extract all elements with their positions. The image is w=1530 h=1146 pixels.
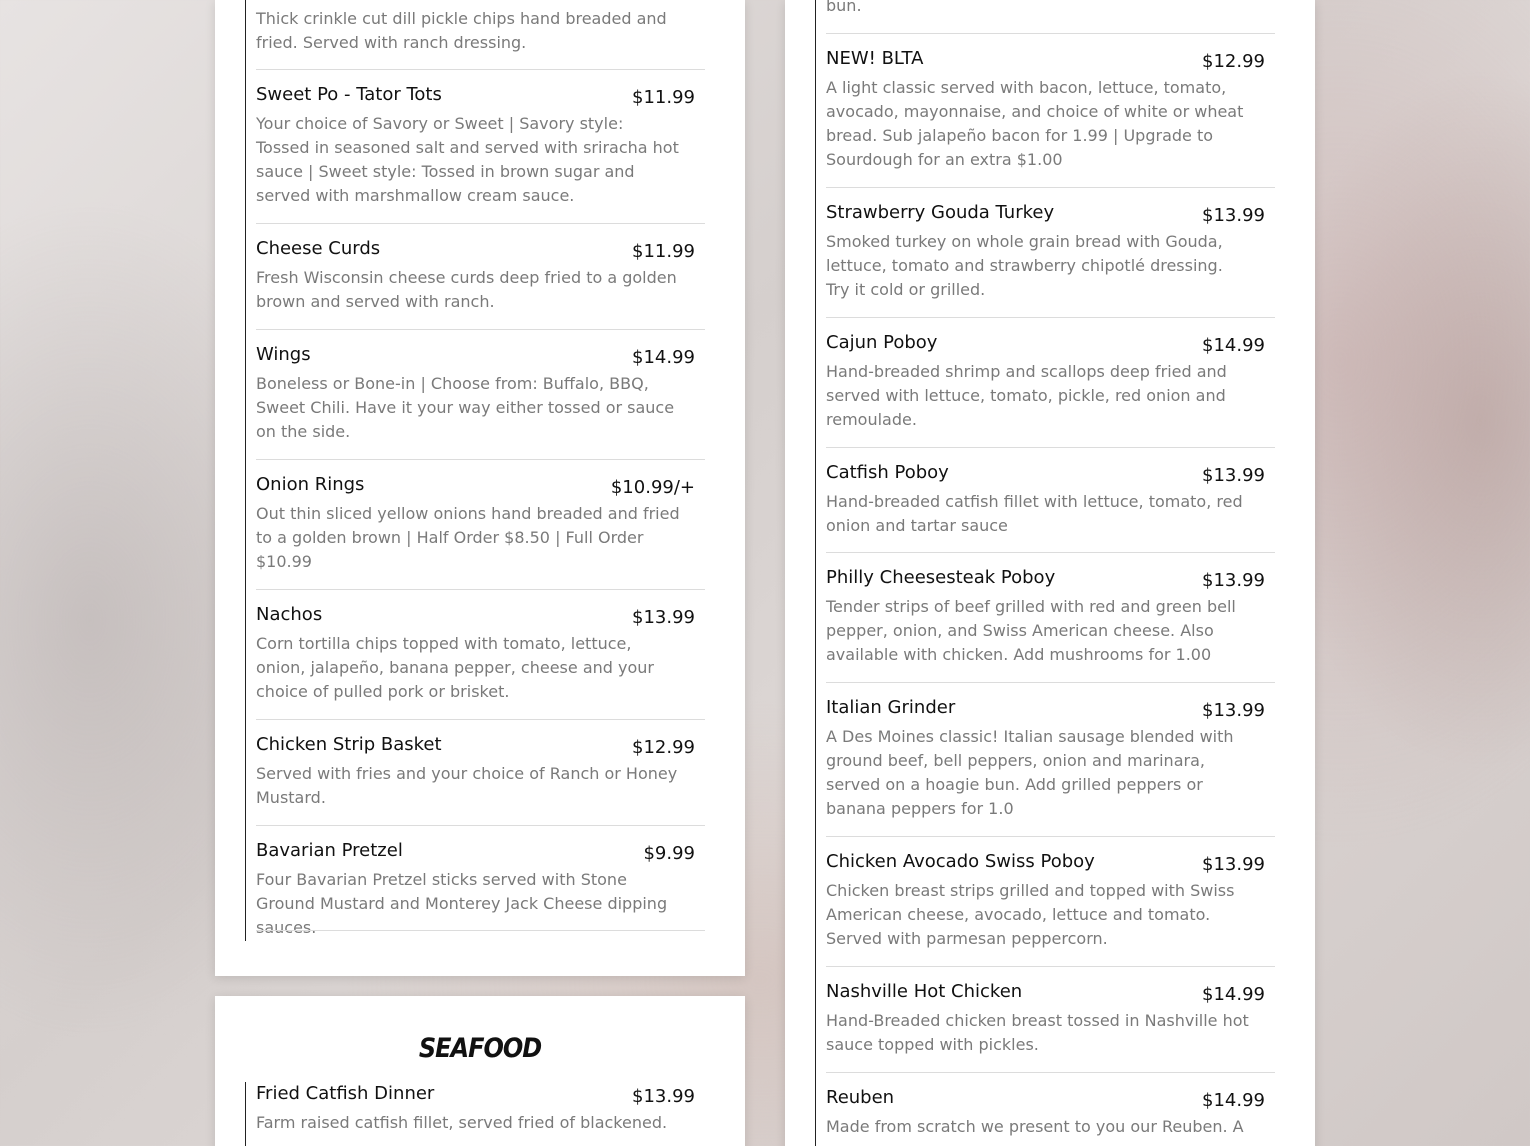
item-name: Strawberry Gouda Turkey (826, 202, 1055, 223)
divider (826, 682, 1275, 683)
item-name: Cheese Curds (256, 238, 381, 259)
item-description: A Des Moines classic! Italian sausage blended with ground beef, bell peppers, onion and marinara, served on a hoagie bun. Add grilled peppers or banana peppers for 1.0 (826, 727, 1234, 818)
section-title: SEAFOOD (418, 1032, 542, 1064)
item-description: A light classic served with bacon, lettuce, tomato, avocado, mayonnaise, and choice of white or wheat bread. Sub jalapeño bacon for 1.99 | Upgrade to Sourdough for an extra $1.00 (826, 78, 1244, 169)
seafood-list (245, 1082, 705, 1146)
item-price: $13.99 (1202, 854, 1265, 875)
appetizers-card (215, 0, 745, 976)
divider (826, 966, 1275, 967)
item-description: bun. (826, 0, 862, 15)
sandwiches-card (785, 0, 1315, 1146)
item-price: $14.99 (1202, 984, 1265, 1005)
item-name: Sweet Po - Tator Tots (256, 84, 442, 105)
item-price: $13.99 (1202, 570, 1265, 591)
item-description: Boneless or Bone-in | Choose from: Buffalo, BBQ, Sweet Chili. Have it your way either tossed or sauce on the side. (256, 374, 675, 441)
item-price: $14.99 (1202, 1090, 1265, 1111)
item-description: Thick crinkle cut dill pickle chips hand breaded and fried. Served with ranch dressing. (256, 9, 667, 52)
item-description: Served with fries and your choice of Ranch or Honey Mustard. (256, 764, 678, 807)
item-name: Italian Grinder (826, 697, 956, 718)
item-description: Hand-breaded shrimp and scallops deep fried and served with lettuce, tomato, pickle, red onion and remoulade. (826, 362, 1227, 429)
divider (256, 719, 705, 720)
item-description: Your choice of Savory or Sweet | Savory style: Tossed in seasoned salt and served with sriracha hot sauce | Sweet style: Tossed in brown sugar and served with marshmallow cream sauce. (256, 114, 679, 205)
item-price: $11.99 (632, 241, 695, 262)
item-name: Philly Cheesesteak Poboy (826, 567, 1056, 588)
item-price: $13.99 (1202, 465, 1265, 486)
item-description: Corn tortilla chips topped with tomato, lettuce, onion, jalapeño, banana pepper, cheese and your choice of pulled pork or brisket. (256, 634, 654, 701)
item-description: Fresh Wisconsin cheese curds deep fried to a golden brown and served with ranch. (256, 268, 677, 311)
divider (256, 69, 705, 70)
sandwiches-list (815, 0, 1275, 1146)
item-price: $14.99 (1202, 335, 1265, 356)
item-price: $10.99/+ (610, 477, 695, 498)
item-name: Chicken Strip Basket (256, 734, 442, 755)
divider (256, 223, 705, 224)
item-name: Reuben (826, 1087, 895, 1108)
menu-item-previous[interactable] (826, 0, 1275, 24)
appetizers-list (245, 0, 705, 941)
divider (826, 187, 1275, 188)
item-name: Catfish Poboy (826, 462, 949, 483)
item-description: Tender strips of beef grilled with red and green bell pepper, onion, and Swiss American cheese. Also available with chicken. Add mushrooms for 1.00 (826, 597, 1236, 664)
item-price: $13.99 (1202, 205, 1265, 226)
item-price: $9.99 (643, 843, 695, 864)
item-price: $13.99 (1202, 700, 1265, 721)
item-name: Nashville Hot Chicken (826, 981, 1023, 1002)
item-description: Smoked turkey on whole grain bread with Gouda, lettuce, tomato and strawberry chipotlé dressing. Try it cold or grilled. (826, 232, 1223, 299)
item-name: Nachos (256, 604, 323, 625)
item-price: $13.99 (632, 1086, 695, 1107)
item-price: $11.99 (632, 87, 695, 108)
item-description: Chicken breast strips grilled and topped with Swiss American cheese, avocado, lettuce and tomato. Served with parmesan peppercorn. (826, 881, 1235, 948)
item-description: Four Bavarian Pretzel sticks served with Stone Ground Mustard and Monterey Jack Cheese dipping sauces. (256, 870, 668, 937)
item-price: $12.99 (1202, 51, 1265, 72)
seafood-card (215, 996, 745, 1146)
item-description: Farm raised catfish fillet, served fried of blackened. (256, 1113, 668, 1132)
item-name: Onion Rings (256, 474, 365, 495)
item-name: Cajun Poboy (826, 332, 938, 353)
item-description: Made from scratch we present to you our Reuben. A (826, 1117, 1244, 1136)
item-name: Chicken Avocado Swiss Poboy (826, 851, 1095, 872)
divider (826, 552, 1275, 553)
item-price: $12.99 (632, 737, 695, 758)
divider (256, 589, 705, 590)
item-description: Hand-breaded catfish fillet with lettuce, tomato, red onion and tartar sauce (826, 492, 1243, 535)
item-name: Fried Catfish Dinner (256, 1083, 435, 1104)
menu-item-pickle-chips[interactable] (256, 5, 705, 65)
divider (826, 1072, 1275, 1073)
item-price: $14.99 (632, 347, 695, 368)
item-description: Out thin sliced yellow onions hand breaded and fried to a golden brown | Half Order $8.50 | Full Order $10.99 (256, 504, 680, 571)
item-price: $13.99 (632, 607, 695, 628)
item-name: NEW! BLTA (826, 48, 924, 69)
divider (256, 930, 705, 931)
divider (826, 836, 1275, 837)
divider (826, 317, 1275, 318)
item-description: Hand-Breaded chicken breast tossed in Nashville hot sauce topped with pickles. (826, 1011, 1249, 1054)
divider (256, 459, 705, 460)
divider (826, 33, 1275, 34)
item-name: Bavarian Pretzel (256, 840, 403, 861)
divider (256, 825, 705, 826)
item-name: Wings (256, 344, 311, 365)
divider (256, 329, 705, 330)
divider (826, 447, 1275, 448)
